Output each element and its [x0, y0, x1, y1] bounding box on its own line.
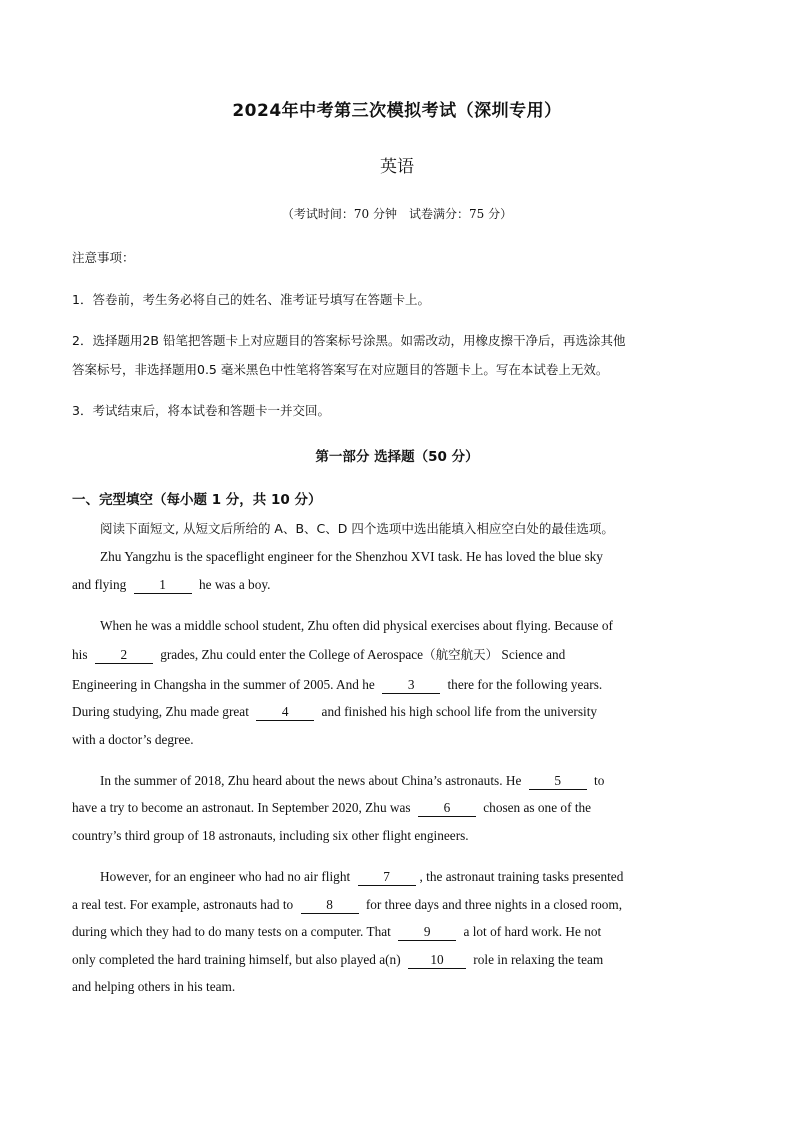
passage-line — [72, 863, 722, 891]
blank-10: 10 — [408, 952, 466, 969]
passage-text: Science and — [501, 647, 566, 662]
passage-line — [72, 571, 722, 599]
passage-text: his — [72, 647, 88, 662]
passage-line — [72, 891, 722, 919]
passage-text: country’s third group of 18 astronauts, including six other flight engineers. — [72, 828, 469, 843]
passage-line — [72, 946, 722, 974]
page-title: 2024年中考第三次模拟考试（深圳专用） — [232, 101, 562, 121]
passage-line — [72, 726, 722, 754]
passage-text: for three days and three nights in a closed room, — [365, 897, 623, 912]
passage-text: with a doctor’s degree. — [72, 732, 194, 747]
note-item-3: 3．考试结束后，将本试卷和答题卡一并交回。 — [72, 403, 330, 418]
passage-line — [72, 767, 722, 795]
passage-text: Engineering in Changsha in the summer of 2005. And he — [72, 677, 375, 692]
passage-line — [72, 671, 722, 699]
instruction-text: 阅读下面短文, 从短文后所给的 A、B、C、D 四个选项中选出能填入相应空白处的最佳选项。 — [100, 521, 614, 536]
passage-text: grades, Zhu could enter the College of Aerospace — [160, 647, 424, 662]
section-title: 第一部分 选择题（50 分） — [315, 449, 479, 465]
blank-2: 2 — [95, 647, 153, 664]
passage-line — [72, 543, 722, 571]
blank-5: 5 — [529, 773, 587, 790]
blank-4: 4 — [256, 704, 314, 721]
note-item-1: 1．答卷前，考生务必将自己的姓名、准考证号填写在答题卡上。 — [72, 292, 430, 307]
passage-line — [72, 612, 722, 640]
question-heading: 一、完型填空（每小题 1 分，共 10 分） — [72, 492, 322, 508]
passage-text: role in relaxing the team — [473, 952, 604, 967]
blank-6: 6 — [418, 800, 476, 817]
note-item-2-line-2: 答案标号，非选择题用0.5 毫米黑色中性笔将答案写在对应题目的答题卡上。写在本试卷上无效。 — [72, 362, 609, 377]
passage-text: a real test. For example, astronauts had to — [72, 897, 294, 912]
passage-text: In the summer of 2018, Zhu heard about the news about China’s astronauts. He — [100, 773, 522, 788]
exam-meta: （考试时间：70 分钟 试卷满分：75 分） — [281, 207, 513, 221]
subject-heading: 英语 — [380, 157, 414, 177]
passage-text: , the astronaut training tasks presented — [419, 869, 624, 884]
passage-text-chinese: （航空航天） — [423, 647, 499, 662]
passage-text: and flying — [72, 577, 127, 592]
blank-3: 3 — [382, 677, 440, 694]
passage-text: and finished his high school life from the university — [321, 704, 598, 719]
passage-line — [72, 973, 722, 1001]
passage-text: When he was a middle school student, Zhu often did physical exercises about flying. Because of — [100, 618, 613, 633]
note-item-2-line-1: 2．选择题用2B 铅笔把答题卡上对应题目的答案标号涂黑。如需改动，用橡皮擦干净后，再选涂其他 — [72, 333, 626, 348]
passage-text: have a try to become an astronaut. In September 2020, Zhu was — [72, 800, 411, 815]
passage-text: and helping others in his team. — [72, 979, 236, 994]
passage-text: During studying, Zhu made great — [72, 704, 249, 719]
passage-line — [72, 698, 722, 726]
blank-9: 9 — [398, 924, 456, 941]
passage-text: only completed the hard training himself, but also played a(n) — [72, 952, 401, 967]
passage-text: he was a boy. — [198, 577, 271, 592]
notes-heading: 注意事项： — [72, 250, 135, 265]
blank-8: 8 — [301, 897, 359, 914]
passage-line — [72, 822, 722, 850]
passage-text: a lot of hard work. He not — [463, 924, 602, 939]
passage-line — [72, 794, 722, 822]
passage-line — [72, 918, 722, 946]
passage-text: However, for an engineer who had no air flight — [100, 869, 351, 884]
passage-line — [72, 641, 722, 669]
passage-text: during which they had to do many tests on a computer. That — [72, 924, 391, 939]
blank-1: 1 — [134, 577, 192, 594]
blank-7: 7 — [358, 869, 416, 886]
passage-text: to — [594, 773, 605, 788]
passage-text: chosen as one of the — [483, 800, 592, 815]
passage-text: Zhu Yangzhu is the spaceflight engineer for the Shenzhou XVI task. He has loved the blue sky — [100, 549, 603, 564]
passage-text: there for the following years. — [447, 677, 603, 692]
